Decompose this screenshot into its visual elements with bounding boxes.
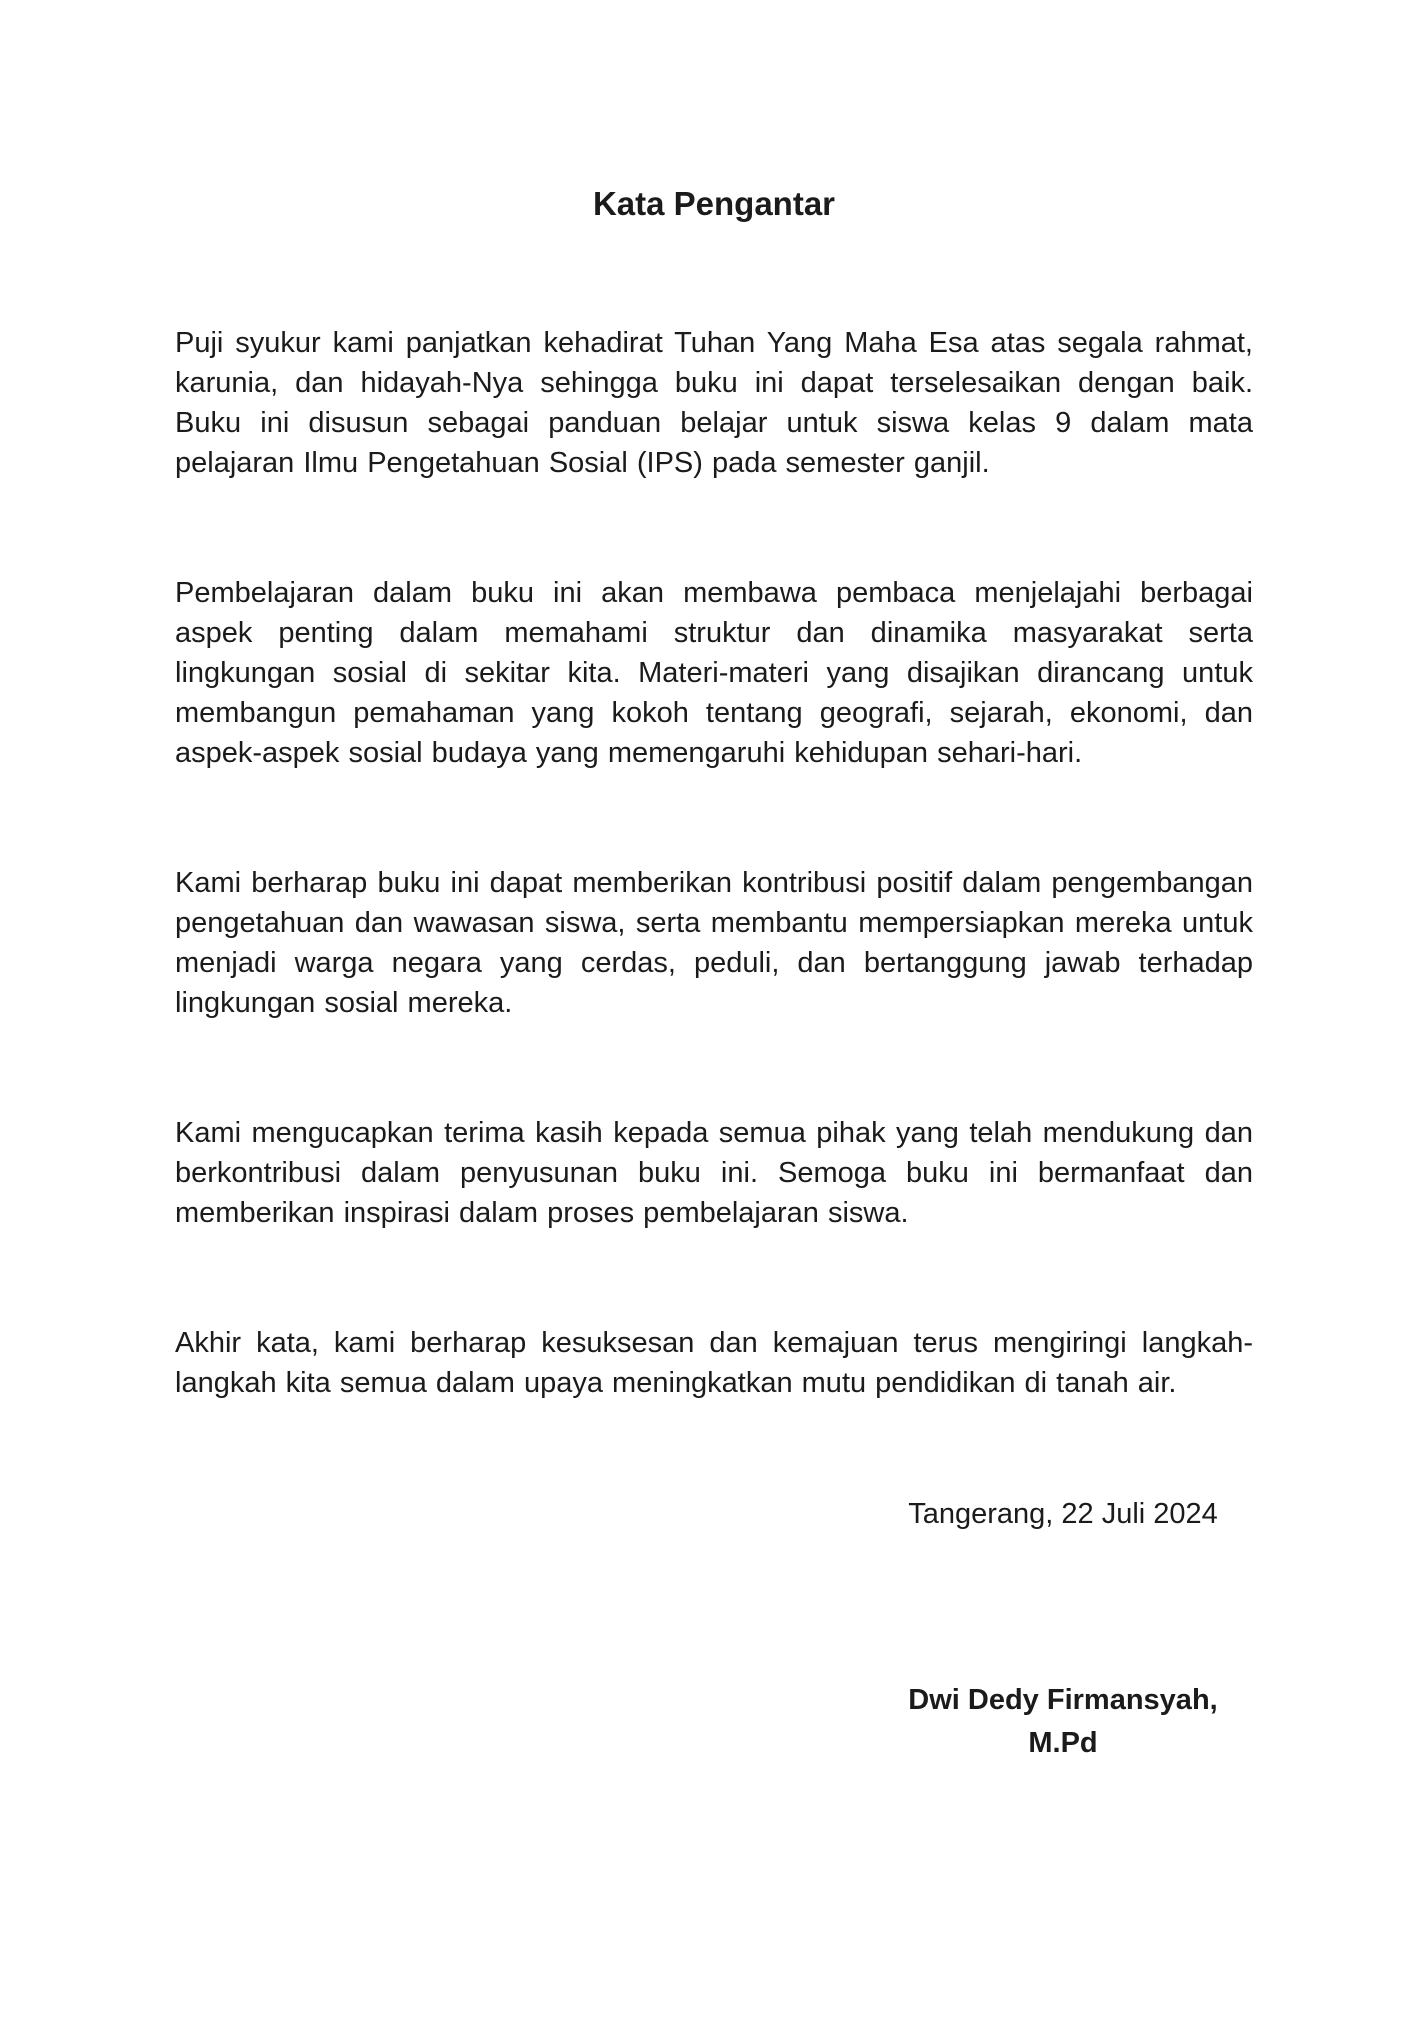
preface-paragraph-2: Pembelajaran dalam buku ini akan membawa pembaca menjelajahi berbagai aspek penting dalam memahami struktur dan dinamika masyarakat serta lingkungan sosial di sekitar kita. Materi-materi yang disajikan dirancang untuk membangun pemahaman yang kokoh tentang geografi, sejarah, ekonomi, dan aspek-aspek sosial budaya yang memengaruhi kehidupan sehari-hari. bbox=[175, 577, 1253, 769]
preface-paragraph-5: Akhir kata, kami berharap kesuksesan dan kemajuan terus mengiringi langkah-langkah kita semua dalam upaya meningkatkan mutu pendidikan di tanah air. bbox=[175, 1327, 1253, 1399]
preface-paragraph-1: Puji syukur kami panjatkan kehadirat Tuhan Yang Maha Esa atas segala rahmat, karunia, dan hidayah-Nya sehingga buku ini dapat terselesaikan dengan baik. Buku ini disusun sebagai panduan belajar untuk siswa kelas 9 dalam mata pelajaran Ilmu Pengetahuan Sosial (IPS) pada semester ganjil. bbox=[175, 327, 1253, 479]
place-date-line: Tangerang, 22 Juli 2024 bbox=[908, 1498, 1218, 1530]
page-title: Kata Pengantar bbox=[592, 185, 836, 222]
preface-paragraph-3: Kami berharap buku ini dapat memberikan kontribusi positif dalam pengembangan pengetahuan dan wawasan siswa, serta membantu mempersiapkan mereka untuk menjadi warga negara yang cerdas, peduli, dan bertanggung jawab terhadap lingkungan sosial mereka. bbox=[175, 867, 1253, 1019]
closing-block bbox=[873, 1493, 1253, 1765]
preface-paragraph-4: Kami mengucapkan terima kasih kepada semua pihak yang telah mendukung dan berkontribusi dalam penyusunan buku ini. Semoga buku ini bermanfaat dan memberikan inspirasi dalam proses pembelajaran siswa. bbox=[175, 1117, 1253, 1229]
signatory-name: Dwi Dedy Firmansyah, M.Pd bbox=[908, 1684, 1218, 1759]
